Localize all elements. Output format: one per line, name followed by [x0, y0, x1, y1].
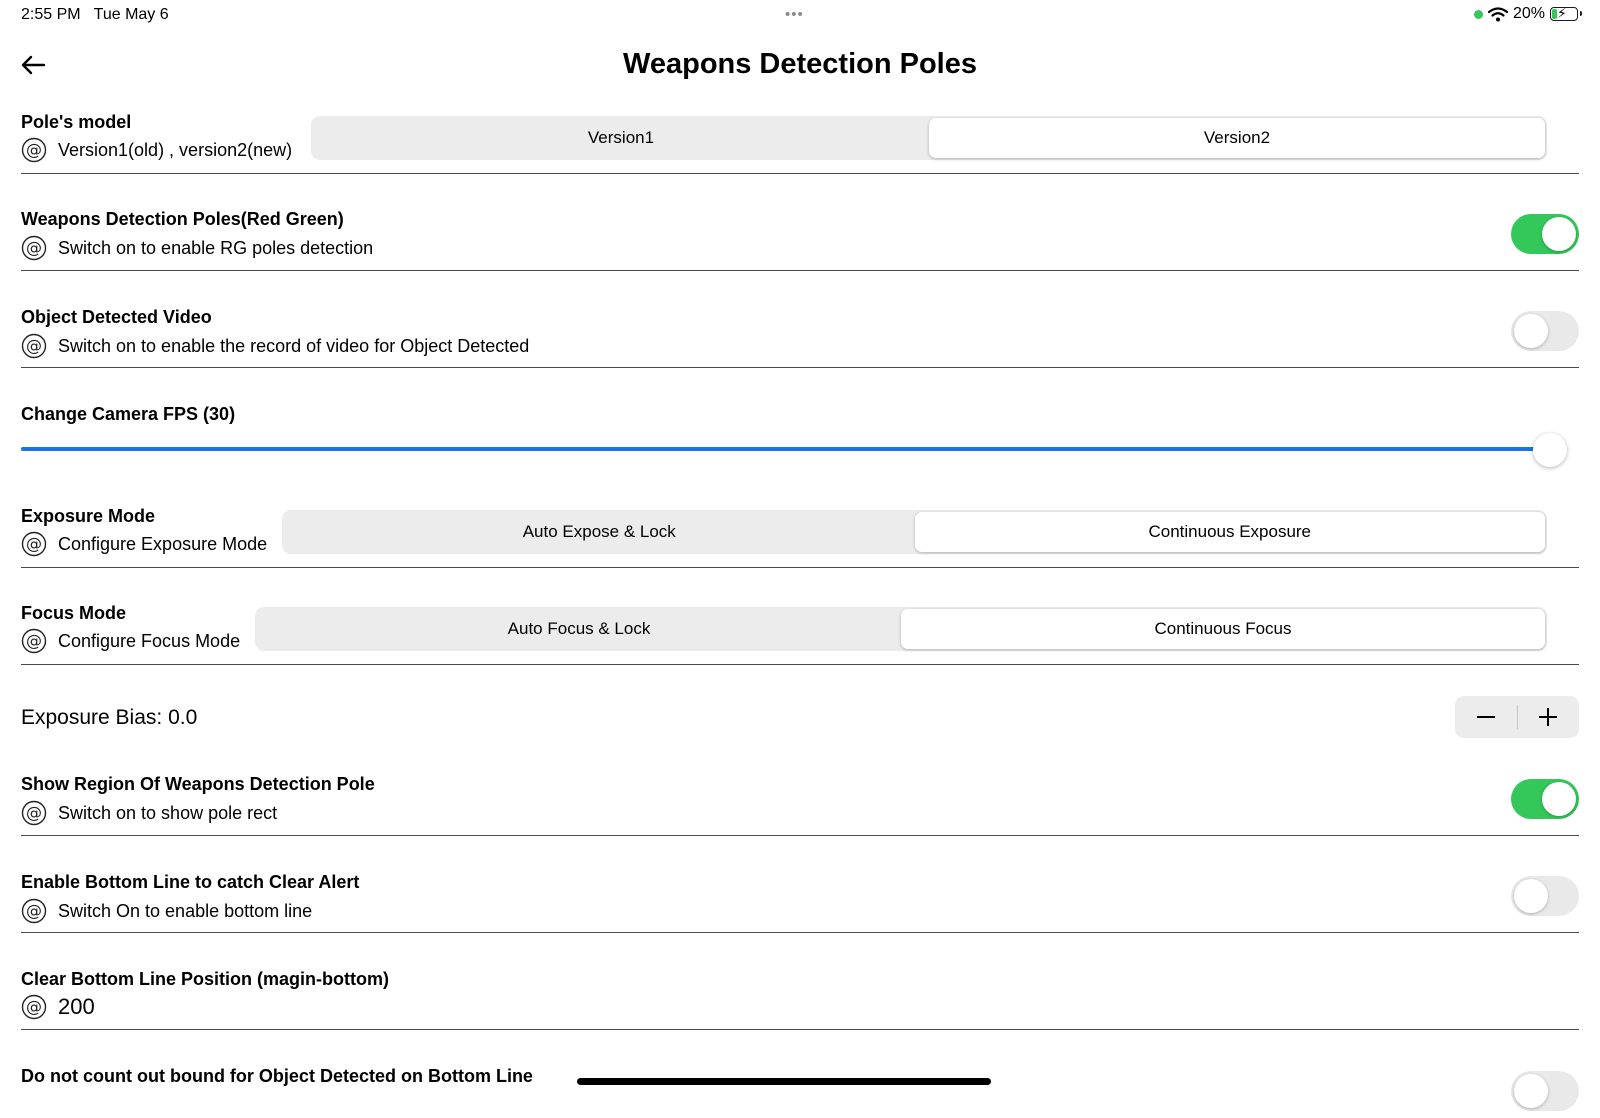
at-icon	[21, 333, 47, 359]
navigation-bar	[0, 36, 1600, 94]
svg-text:@: @	[26, 534, 42, 553]
pole-model-title: Pole's model	[21, 112, 132, 132]
object-video-subtitle: Switch on to enable the record of video for Object Detected	[58, 335, 530, 356]
rg-detection-subtitle-wrap	[21, 235, 373, 261]
toggle-knob	[1514, 879, 1548, 913]
show-region-subtitle-wrap	[21, 800, 277, 826]
page-title: Weapons Detection Poles	[623, 48, 977, 80]
show-region-toggle[interactable]	[1511, 779, 1579, 819]
svg-text:@: @	[26, 997, 42, 1016]
bottom-line-position-title: Clear Bottom Line Position (magin-bottom)	[21, 969, 389, 989]
decrement-button[interactable]	[1455, 696, 1517, 738]
plus-icon	[1538, 707, 1558, 727]
minus-icon	[1476, 707, 1496, 727]
bottom-line-subtitle-wrap	[21, 898, 312, 924]
status-bar	[0, 0, 1600, 32]
wifi-icon	[1488, 7, 1508, 22]
pole-model-subtitle-wrap	[21, 137, 292, 163]
at-icon	[21, 628, 47, 654]
toggle-knob	[1514, 314, 1548, 348]
segment-auto-focus-lock[interactable]: Auto Focus & Lock	[507, 619, 651, 638]
pole-model-subtitle: Version1(old) , version2(new)	[58, 139, 293, 160]
segment-version2[interactable]: Version2	[929, 118, 1545, 158]
object-video-row	[21, 302, 1579, 368]
focus-mode-subtitle-wrap	[21, 628, 240, 654]
status-time: 2:55 PM Tue May 6	[21, 6, 169, 23]
focus-mode-segmented-control	[255, 607, 1547, 651]
increment-button[interactable]	[1518, 696, 1580, 738]
exposure-mode-row	[21, 502, 1579, 568]
segment-continuous-focus[interactable]: Continuous Focus	[901, 609, 1545, 649]
pole-model-segmented-control	[311, 116, 1547, 160]
segment-continuous-exposure[interactable]: Continuous Exposure	[915, 512, 1546, 552]
rg-detection-row	[21, 205, 1579, 271]
object-video-title: Object Detected Video	[21, 307, 212, 327]
exposure-mode-title: Exposure Mode	[21, 506, 156, 526]
status-indicators	[1474, 5, 1578, 23]
at-icon	[21, 800, 47, 826]
svg-text:@: @	[26, 631, 42, 650]
at-icon	[21, 137, 47, 163]
rg-detection-title: Weapons Detection Poles(Red Green)	[21, 209, 344, 229]
rg-detection-subtitle: Switch on to enable RG poles detection	[58, 237, 374, 258]
battery-icon: ⚡	[1550, 7, 1578, 21]
bottom-line-toggle[interactable]	[1511, 876, 1579, 916]
pole-model-row	[21, 108, 1579, 174]
show-region-subtitle: Switch on to show pole rect	[58, 802, 278, 823]
camera-in-use-dot	[1474, 10, 1483, 19]
focus-mode-title: Focus Mode	[21, 603, 127, 623]
focus-mode-subtitle: Configure Focus Mode	[58, 630, 241, 651]
bottom-line-row	[21, 867, 1579, 933]
exposure-mode-subtitle: Configure Exposure Mode	[58, 533, 268, 554]
bottom-line-position-input[interactable]: 200	[58, 994, 95, 1019]
camera-fps-title: Change Camera FPS (30)	[21, 404, 236, 424]
battery-percent: 20%	[1512, 5, 1545, 22]
bottom-line-subtitle: Switch On to enable bottom line	[58, 900, 313, 921]
segment-auto-expose-lock[interactable]: Auto Expose & Lock	[522, 522, 676, 541]
focus-mode-row	[21, 599, 1579, 665]
svg-text:@: @	[26, 901, 42, 920]
bottom-line-position-input-wrap	[21, 994, 95, 1020]
slider-thumb[interactable]	[1533, 433, 1567, 467]
at-icon	[21, 235, 47, 261]
bottom-line-position-row	[21, 964, 1579, 1030]
out-bound-title: Do not count out bound for Object Detected on Bottom Line	[21, 1066, 533, 1086]
toggle-knob	[1542, 217, 1576, 251]
object-video-subtitle-wrap	[21, 333, 529, 359]
rg-detection-toggle[interactable]	[1511, 214, 1579, 254]
camera-fps-slider[interactable]	[21, 434, 1567, 464]
toggle-knob	[1514, 1074, 1548, 1108]
out-bound-row	[21, 1062, 1579, 1118]
home-indicator[interactable]	[577, 1078, 991, 1085]
exposure-bias-stepper	[1455, 696, 1579, 738]
exposure-mode-subtitle-wrap	[21, 531, 267, 557]
bottom-line-title: Enable Bottom Line to catch Clear Alert	[21, 872, 360, 892]
segment-version1[interactable]: Version1	[587, 128, 655, 147]
svg-text:@: @	[26, 803, 42, 822]
at-icon	[21, 994, 47, 1020]
svg-text:@: @	[26, 238, 42, 257]
exposure-bias-row	[21, 696, 1579, 740]
at-icon	[21, 898, 47, 924]
object-video-toggle[interactable]	[1511, 311, 1579, 351]
exposure-mode-segmented-control	[282, 510, 1547, 554]
out-bound-toggle[interactable]	[1511, 1071, 1579, 1111]
multitasking-dots[interactable]: •••	[785, 6, 804, 23]
svg-text:@: @	[26, 336, 42, 355]
toggle-knob	[1542, 782, 1576, 816]
slider-fill	[21, 447, 1550, 451]
svg-text:@: @	[26, 140, 42, 159]
show-region-row	[21, 770, 1579, 836]
exposure-bias-label: Exposure Bias: 0.0	[21, 706, 198, 729]
show-region-title: Show Region Of Weapons Detection Pole	[21, 774, 375, 794]
at-icon	[21, 531, 47, 557]
